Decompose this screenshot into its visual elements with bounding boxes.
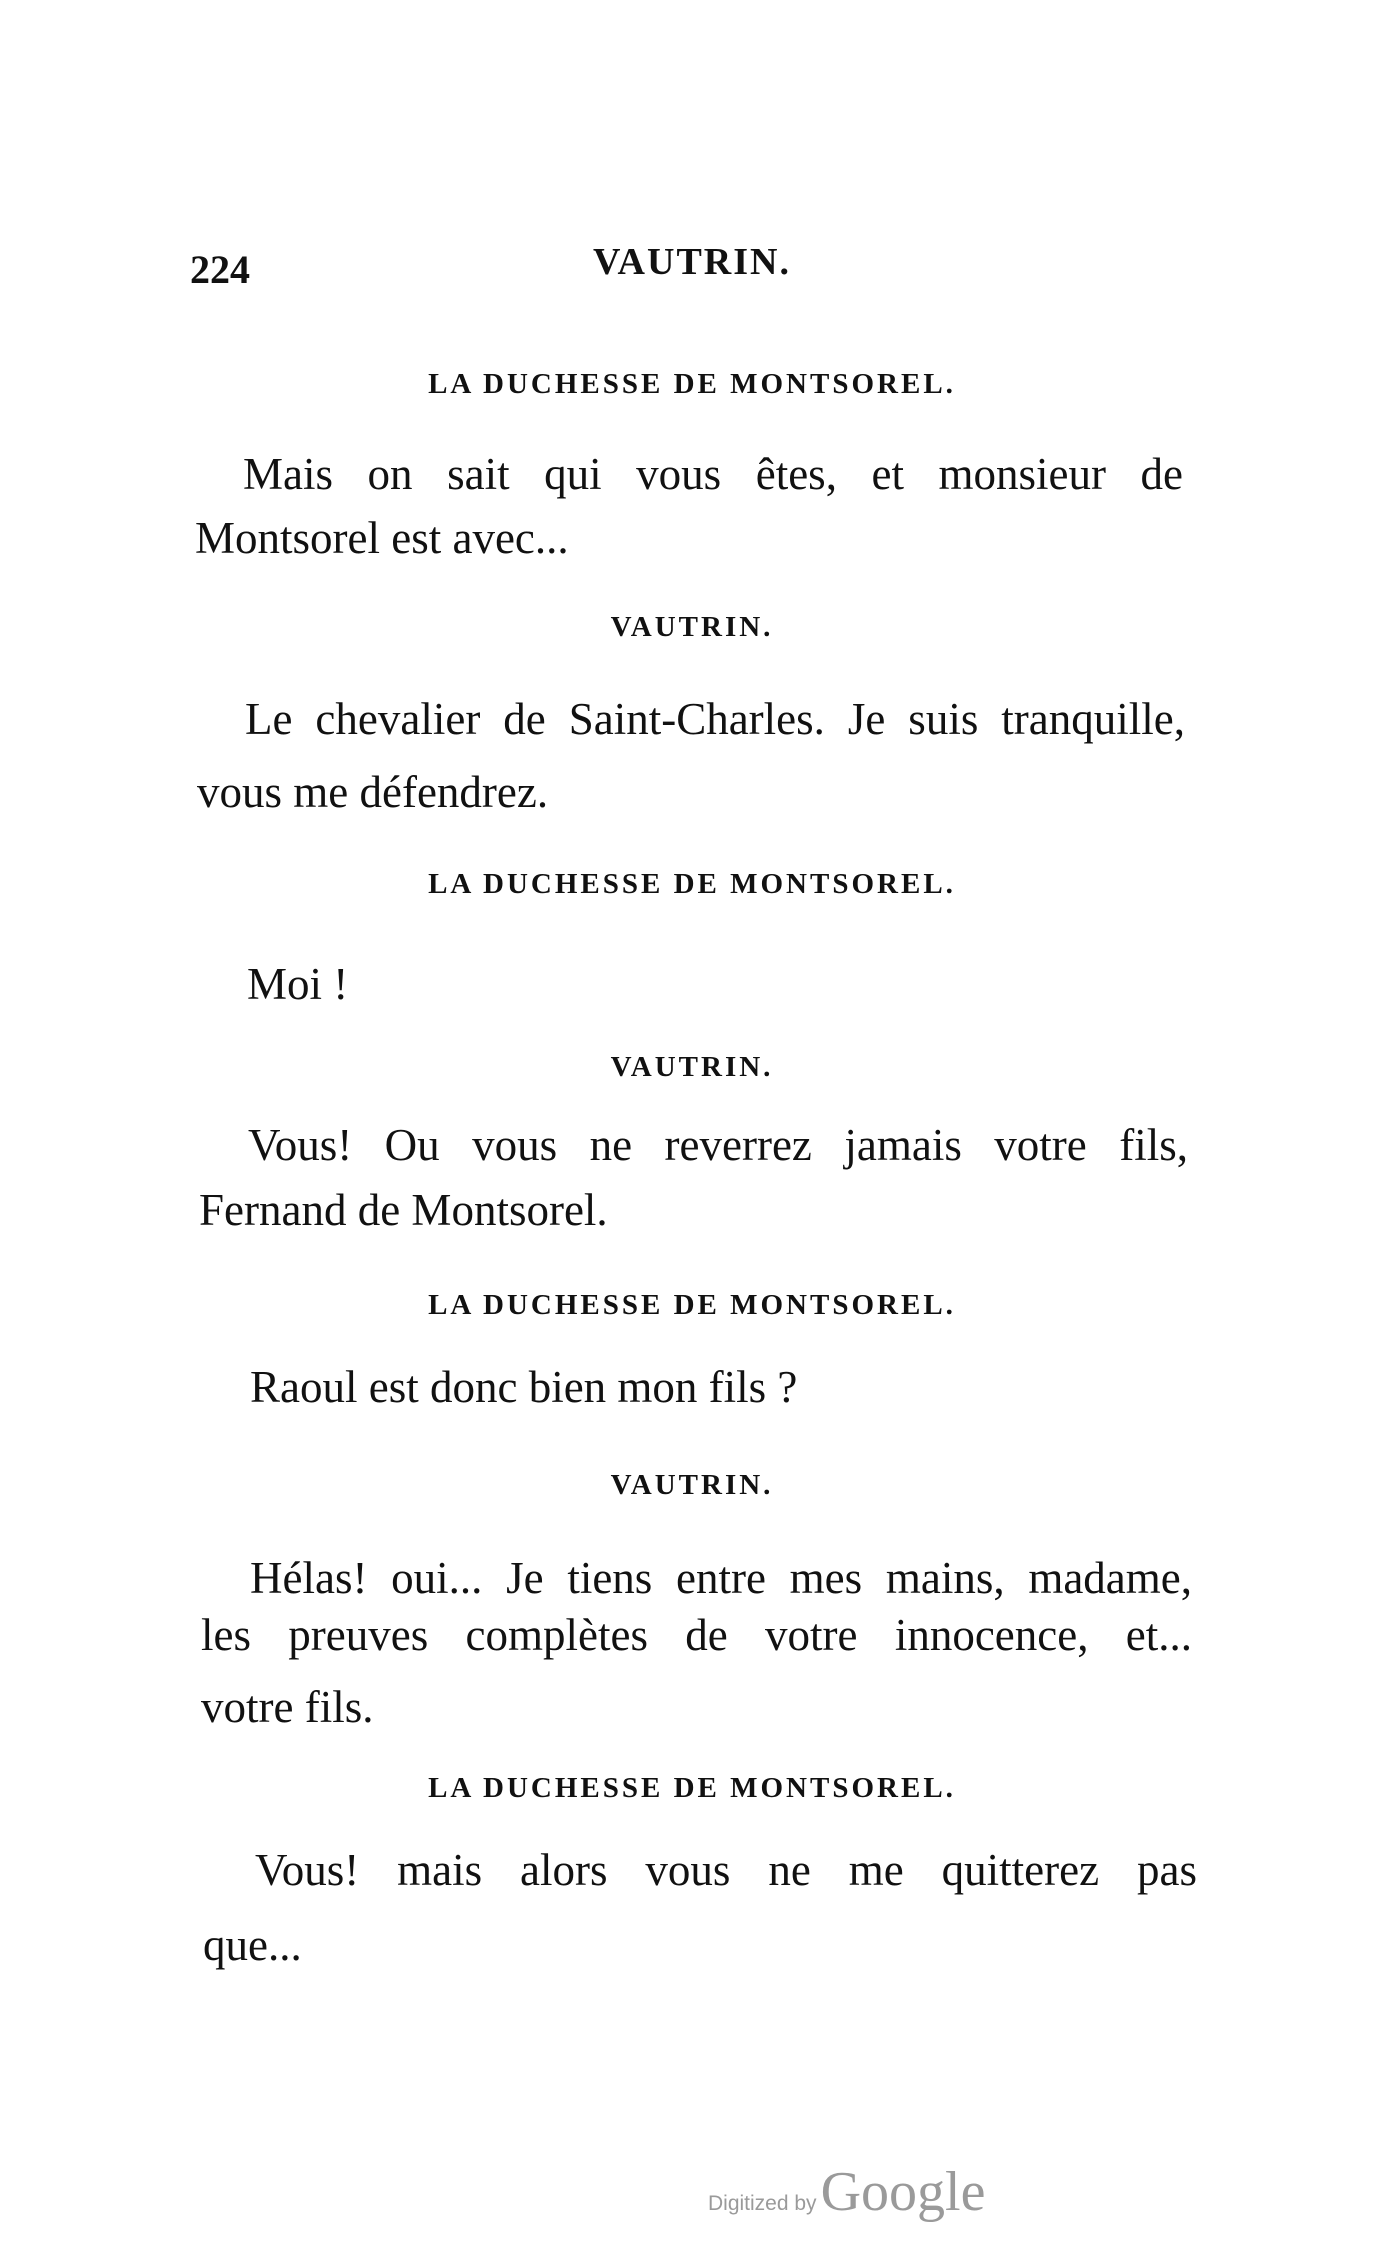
dialogue-line: Hélas! oui... Je tiens entre mes mains, madame, [250, 1553, 1192, 1603]
speaker-label: LA DUCHESSE DE MONTSOREL. [428, 868, 956, 900]
speaker-label: LA DUCHESSE DE MONTSOREL. [428, 1289, 956, 1321]
dialogue-line: Moi ! [247, 959, 349, 1009]
dialogue-line: Raoul est donc bien mon fils ? [250, 1362, 798, 1412]
speaker-label: VAUTRIN. [610, 1051, 774, 1083]
dialogue-line: votre fils. [201, 1682, 374, 1732]
dialogue-line: les preuves complètes de votre innocence, et... [201, 1610, 1192, 1660]
speaker-label: LA DUCHESSE DE MONTSOREL. [428, 368, 956, 400]
running-title: VAUTRIN. [593, 241, 791, 283]
google-logo: Google [820, 2161, 986, 2223]
dialogue-line: Montsorel est avec... [195, 513, 569, 563]
speaker-label: VAUTRIN. [610, 1469, 774, 1501]
dialogue-line: Mais on sait qui vous êtes, et monsieur de [243, 449, 1183, 499]
dialogue-line: Vous! Ou vous ne reverrez jamais votre fils, [248, 1120, 1188, 1170]
dialogue-line: Le chevalier de Saint-Charles. Je suis tranquille, [245, 694, 1185, 744]
google-watermark [708, 2160, 985, 2224]
speaker-label: LA DUCHESSE DE MONTSOREL. [428, 1772, 956, 1804]
dialogue-line: Vous! mais alors vous ne me quitterez pas [255, 1845, 1197, 1895]
speaker-label: VAUTRIN. [610, 611, 774, 643]
dialogue-line: Fernand de Montsorel. [199, 1185, 608, 1235]
dialogue-line: que... [203, 1920, 302, 1970]
dialogue-line: vous me défendrez. [197, 767, 549, 817]
page-number: 224 [190, 247, 250, 292]
digitized-by-text: Digitized by [708, 2192, 817, 2215]
